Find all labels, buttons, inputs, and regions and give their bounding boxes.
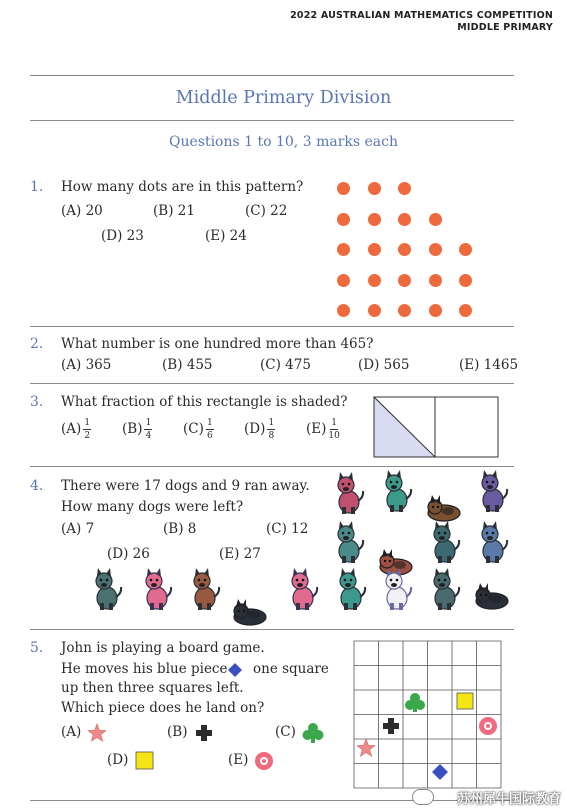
board-clover-icon	[405, 693, 425, 712]
dog-icon	[88, 567, 124, 611]
division-title: Middle Primary Division	[175, 88, 392, 108]
dog-icon	[474, 520, 510, 564]
dot	[398, 213, 411, 226]
ring-icon	[253, 750, 275, 772]
question-5-text-line2b: one square	[253, 661, 329, 677]
question-1-text: How many dots are in this pattern?	[61, 179, 304, 195]
numerator: 1	[207, 418, 213, 428]
q5-option-b[interactable]	[167, 724, 187, 740]
question-number: 5.	[30, 640, 44, 656]
dog-icon	[378, 567, 414, 611]
option-label: (C)	[275, 724, 296, 740]
q3-option-c[interactable]	[183, 418, 214, 441]
board-star-icon	[357, 739, 375, 756]
divider	[30, 383, 514, 384]
q5-option-d[interactable]	[107, 752, 128, 768]
numerator: 1	[268, 418, 275, 428]
option-label: (B)	[122, 421, 143, 437]
divider	[30, 629, 514, 630]
numerator: 1	[84, 418, 91, 428]
q5-option-e[interactable]	[228, 752, 248, 768]
q1-option-b[interactable]: (B) 21	[153, 203, 195, 219]
question-number: 2.	[30, 336, 44, 352]
question-4-text-line1: There were 17 dogs and 9 ran away.	[61, 478, 310, 494]
q1-option-d[interactable]: (D) 23	[101, 228, 144, 244]
dog-icon	[332, 567, 368, 611]
dog-icon	[426, 520, 462, 564]
q2-option-a[interactable]: (A) 365	[61, 357, 112, 373]
q1-option-a[interactable]: (A) 20	[61, 203, 103, 219]
question-4-text-line2: How many dogs were left?	[61, 499, 244, 515]
divider	[30, 800, 514, 801]
question-number: 1.	[30, 179, 44, 195]
option-label: (E)	[228, 752, 249, 768]
divider	[30, 326, 514, 327]
dot	[368, 182, 381, 195]
clover-icon	[302, 722, 324, 744]
dot	[368, 213, 381, 226]
divider	[30, 75, 514, 76]
denominator: 6	[207, 431, 213, 441]
option-label: (C)	[183, 421, 204, 437]
q5-option-c[interactable]	[275, 724, 296, 740]
numerator: 1	[145, 418, 152, 428]
dot	[337, 274, 350, 287]
option-label: (E)	[306, 421, 327, 437]
dog-icon	[426, 479, 462, 523]
divider	[30, 120, 514, 121]
q4-option-d[interactable]: (D) 26	[107, 546, 150, 562]
q2-option-b[interactable]: (B) 455	[162, 357, 213, 373]
page-header	[290, 10, 553, 34]
star-icon	[87, 723, 107, 743]
question-3-text: What fraction of this rectangle is shaded?	[61, 394, 348, 410]
option-label: (D)	[244, 421, 266, 437]
option-label: (A)	[61, 724, 82, 740]
question-5-text-line4: Which piece does he land on?	[61, 700, 265, 716]
watermark: 苏州犀牛国际教育	[456, 792, 561, 807]
fraction	[267, 418, 275, 441]
square-icon	[135, 751, 154, 770]
q4-option-a[interactable]: (A) 7	[61, 521, 95, 537]
denominator: 2	[84, 431, 91, 441]
dot	[429, 213, 442, 226]
blue-diamond-icon	[227, 662, 243, 678]
dot	[459, 304, 472, 317]
dot	[368, 243, 381, 256]
game-board	[353, 640, 503, 792]
questions-range: Questions 1 to 10, 3 marks each	[168, 134, 398, 150]
dot	[398, 304, 411, 317]
dot	[337, 213, 350, 226]
dot	[429, 243, 442, 256]
board-ring-icon	[479, 717, 497, 735]
fraction	[83, 418, 91, 441]
q3-option-e[interactable]	[306, 418, 340, 441]
denominator: 10	[328, 431, 340, 441]
dog-icon	[330, 520, 366, 564]
header-competition: 2022 AUSTRALIAN MATHEMATICS COMPETITION	[290, 10, 553, 21]
dot	[459, 274, 472, 287]
dog-icon	[474, 469, 510, 513]
q4-option-c[interactable]: (C) 12	[266, 521, 309, 537]
option-label: (D)	[107, 752, 129, 768]
numerator: 1	[331, 418, 337, 428]
question-5-text-line1: John is playing a board game.	[61, 640, 265, 656]
dog-icon	[232, 583, 268, 627]
board-cross-icon	[383, 718, 399, 734]
dog-icon	[474, 567, 510, 611]
dog-icon	[378, 469, 414, 513]
dog-icon	[186, 567, 222, 611]
dog-icon	[138, 567, 174, 611]
question-number: 4.	[30, 478, 44, 494]
cross-icon	[194, 723, 214, 743]
wechat-icon	[412, 789, 434, 805]
board-square-icon	[457, 693, 473, 709]
question-2-text: What number is one hundred more than 465?	[61, 336, 374, 352]
denominator: 4	[145, 431, 152, 441]
q1-option-e[interactable]: (E) 24	[205, 228, 247, 244]
q2-option-d[interactable]: (D) 565	[358, 357, 410, 373]
dog-icon	[284, 567, 320, 611]
dot	[398, 243, 411, 256]
q3-option-d[interactable]	[244, 418, 275, 441]
dog-icon	[330, 471, 366, 515]
fraction	[206, 418, 214, 441]
dot	[368, 274, 381, 287]
question-number: 3.	[30, 394, 44, 410]
shaded-rectangle	[373, 396, 499, 458]
question-5-text-line3: up then three squares left.	[61, 680, 244, 696]
dot	[459, 243, 472, 256]
q3-option-a[interactable]	[61, 418, 91, 441]
q2-option-c[interactable]: (C) 475	[260, 357, 311, 373]
dot	[368, 304, 381, 317]
dot	[337, 243, 350, 256]
fraction	[328, 418, 339, 441]
q5-option-a[interactable]	[61, 724, 81, 740]
divider	[30, 466, 514, 467]
dot	[337, 182, 350, 195]
option-label: (A)	[61, 421, 82, 437]
dot	[429, 304, 442, 317]
q3-option-b[interactable]	[122, 418, 152, 441]
fraction	[144, 418, 152, 441]
option-label: (B)	[167, 724, 188, 740]
question-5-text-line2a: He moves his blue piece	[61, 661, 228, 677]
q4-option-b[interactable]: (B) 8	[163, 521, 197, 537]
header-division: MIDDLE PRIMARY	[457, 22, 553, 33]
q4-option-e[interactable]: (E) 27	[219, 546, 261, 562]
dog-icon	[426, 567, 462, 611]
dot	[398, 182, 411, 195]
dot	[429, 274, 442, 287]
denominator: 8	[268, 431, 275, 441]
q1-option-c[interactable]: (C) 22	[245, 203, 288, 219]
board-blue-diamond-icon	[432, 764, 448, 780]
q2-option-e[interactable]: (E) 1465	[459, 357, 519, 373]
dot	[337, 304, 350, 317]
dot	[398, 274, 411, 287]
